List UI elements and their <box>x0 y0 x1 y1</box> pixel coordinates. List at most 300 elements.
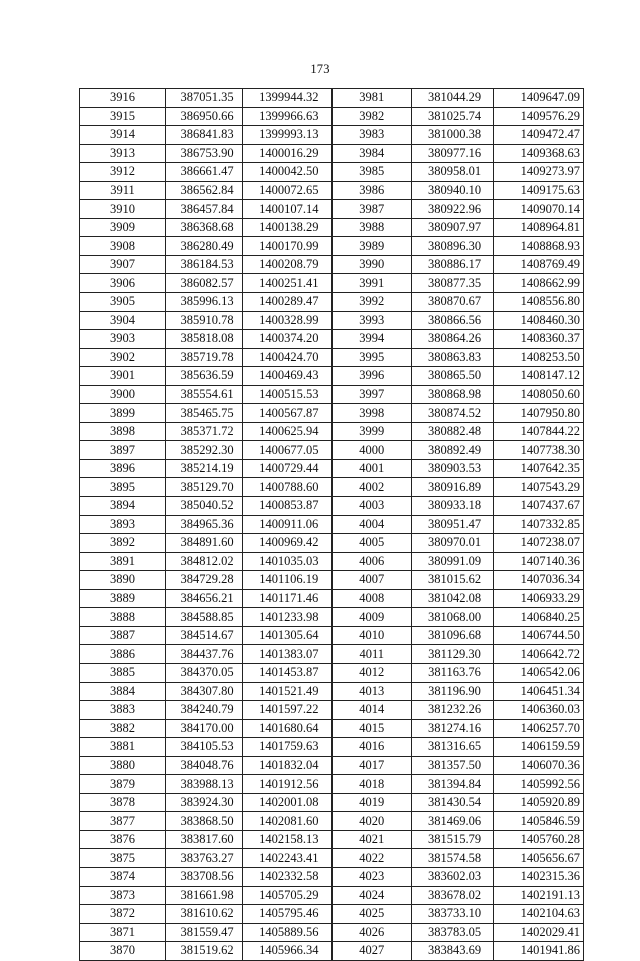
x-coordinate-left: 385818.08 <box>166 330 243 349</box>
point-number-left: 3877 <box>80 812 166 831</box>
point-number-left: 3881 <box>80 738 166 757</box>
table-row <box>80 719 584 738</box>
y-coordinate-right: 1407140.36 <box>494 552 584 571</box>
point-number-right: 3985 <box>332 163 412 182</box>
x-coordinate-right: 381430.54 <box>412 793 494 812</box>
y-coordinate-left: 1401305.64 <box>243 626 332 645</box>
table-row <box>80 738 584 757</box>
point-number-left: 3901 <box>80 367 166 386</box>
y-coordinate-left: 1405889.56 <box>243 923 332 942</box>
point-number-left: 3898 <box>80 422 166 441</box>
y-coordinate-right: 1408556.80 <box>494 293 584 312</box>
x-coordinate-right: 380933.18 <box>412 497 494 516</box>
point-number-left: 3900 <box>80 385 166 404</box>
point-number-right: 4004 <box>332 515 412 534</box>
point-number-right: 4018 <box>332 775 412 794</box>
point-number-left: 3880 <box>80 756 166 775</box>
y-coordinate-left: 1399944.32 <box>243 89 332 108</box>
y-coordinate-left: 1400853.87 <box>243 497 332 516</box>
x-coordinate-left: 384588.85 <box>166 608 243 627</box>
point-number-right: 4000 <box>332 441 412 460</box>
table-row <box>80 701 584 720</box>
point-number-left: 3872 <box>80 905 166 924</box>
point-number-right: 3994 <box>332 330 412 349</box>
point-number-left: 3899 <box>80 404 166 423</box>
x-coordinate-left: 381519.62 <box>166 942 243 961</box>
y-coordinate-left: 1400625.94 <box>243 422 332 441</box>
y-coordinate-left: 1400328.99 <box>243 311 332 330</box>
point-number-left: 3908 <box>80 237 166 256</box>
y-coordinate-right: 1407543.29 <box>494 478 584 497</box>
point-number-left: 3894 <box>80 497 166 516</box>
x-coordinate-right: 381096.68 <box>412 626 494 645</box>
x-coordinate-right: 380958.01 <box>412 163 494 182</box>
point-number-right: 3996 <box>332 367 412 386</box>
y-coordinate-right: 1409368.63 <box>494 144 584 163</box>
point-number-right: 3997 <box>332 385 412 404</box>
point-number-right: 4005 <box>332 534 412 553</box>
point-number-left: 3914 <box>80 126 166 145</box>
x-coordinate-right: 381515.79 <box>412 830 494 849</box>
table-row <box>80 237 584 256</box>
x-coordinate-left: 385996.13 <box>166 293 243 312</box>
x-coordinate-right: 380870.67 <box>412 293 494 312</box>
point-number-left: 3884 <box>80 682 166 701</box>
point-number-right: 4011 <box>332 645 412 664</box>
y-coordinate-right: 1407036.34 <box>494 571 584 590</box>
point-number-left: 3882 <box>80 719 166 738</box>
table-row <box>80 552 584 571</box>
y-coordinate-left: 1400469.43 <box>243 367 332 386</box>
x-coordinate-left: 385554.61 <box>166 385 243 404</box>
y-coordinate-left: 1401453.87 <box>243 663 332 682</box>
y-coordinate-right: 1408662.99 <box>494 274 584 293</box>
y-coordinate-right: 1406840.25 <box>494 608 584 627</box>
y-coordinate-left: 1400107.14 <box>243 200 332 219</box>
y-coordinate-right: 1409273.97 <box>494 163 584 182</box>
x-coordinate-right: 381574.58 <box>412 849 494 868</box>
y-coordinate-right: 1406744.50 <box>494 626 584 645</box>
point-number-left: 3876 <box>80 830 166 849</box>
table-row <box>80 404 584 423</box>
y-coordinate-left: 1400515.53 <box>243 385 332 404</box>
y-coordinate-left: 1402332.58 <box>243 867 332 886</box>
point-number-right: 4013 <box>332 682 412 701</box>
x-coordinate-left: 385636.59 <box>166 367 243 386</box>
x-coordinate-left: 384729.28 <box>166 571 243 590</box>
x-coordinate-left: 381559.47 <box>166 923 243 942</box>
y-coordinate-left: 1401233.98 <box>243 608 332 627</box>
x-coordinate-left: 383988.13 <box>166 775 243 794</box>
x-coordinate-left: 384891.60 <box>166 534 243 553</box>
y-coordinate-left: 1401106.19 <box>243 571 332 590</box>
x-coordinate-left: 384307.80 <box>166 682 243 701</box>
table-row <box>80 663 584 682</box>
x-coordinate-right: 380991.09 <box>412 552 494 571</box>
point-number-left: 3910 <box>80 200 166 219</box>
y-coordinate-left: 1400138.29 <box>243 218 332 237</box>
y-coordinate-right: 1408253.50 <box>494 348 584 367</box>
page-number: 173 <box>310 62 330 76</box>
y-coordinate-right: 1408147.12 <box>494 367 584 386</box>
x-coordinate-left: 386841.83 <box>166 126 243 145</box>
table-row <box>80 478 584 497</box>
y-coordinate-left: 1400289.47 <box>243 293 332 312</box>
y-coordinate-left: 1401912.56 <box>243 775 332 794</box>
x-coordinate-right: 380882.48 <box>412 422 494 441</box>
x-coordinate-right: 380907.97 <box>412 218 494 237</box>
x-coordinate-right: 380863.83 <box>412 348 494 367</box>
table-row <box>80 181 584 200</box>
point-number-right: 3988 <box>332 218 412 237</box>
y-coordinate-right: 1406542.06 <box>494 663 584 682</box>
y-coordinate-right: 1408964.81 <box>494 218 584 237</box>
y-coordinate-left: 1401521.49 <box>243 682 332 701</box>
x-coordinate-right: 381129.30 <box>412 645 494 664</box>
point-number-left: 3870 <box>80 942 166 961</box>
y-coordinate-left: 1405795.46 <box>243 905 332 924</box>
point-number-right: 4017 <box>332 756 412 775</box>
y-coordinate-left: 1405705.29 <box>243 886 332 905</box>
x-coordinate-left: 384170.00 <box>166 719 243 738</box>
point-number-right: 4001 <box>332 459 412 478</box>
x-coordinate-left: 384105.53 <box>166 738 243 757</box>
x-coordinate-left: 386457.84 <box>166 200 243 219</box>
y-coordinate-left: 1400911.06 <box>243 515 332 534</box>
point-number-left: 3903 <box>80 330 166 349</box>
x-coordinate-left: 385040.52 <box>166 497 243 516</box>
y-coordinate-right: 1409472.47 <box>494 126 584 145</box>
x-coordinate-right: 381044.29 <box>412 89 494 108</box>
coordinates-table <box>79 88 584 961</box>
x-coordinate-right: 383733.10 <box>412 905 494 924</box>
table-row <box>80 830 584 849</box>
x-coordinate-right: 380866.56 <box>412 311 494 330</box>
x-coordinate-left: 386950.66 <box>166 107 243 126</box>
point-number-left: 3905 <box>80 293 166 312</box>
point-number-right: 3984 <box>332 144 412 163</box>
point-number-right: 4025 <box>332 905 412 924</box>
point-number-right: 4023 <box>332 867 412 886</box>
table-row <box>80 107 584 126</box>
point-number-right: 4024 <box>332 886 412 905</box>
table-row <box>80 756 584 775</box>
point-number-right: 4003 <box>332 497 412 516</box>
table-row <box>80 645 584 664</box>
point-number-right: 4026 <box>332 923 412 942</box>
table-row <box>80 571 584 590</box>
y-coordinate-right: 1405760.28 <box>494 830 584 849</box>
y-coordinate-left: 1400677.05 <box>243 441 332 460</box>
y-coordinate-right: 1407332.85 <box>494 515 584 534</box>
y-coordinate-left: 1400424.70 <box>243 348 332 367</box>
point-number-right: 4020 <box>332 812 412 831</box>
point-number-right: 4010 <box>332 626 412 645</box>
table-row <box>80 126 584 145</box>
y-coordinate-right: 1407844.22 <box>494 422 584 441</box>
x-coordinate-left: 385292.30 <box>166 441 243 460</box>
y-coordinate-right: 1406159.59 <box>494 738 584 757</box>
point-number-left: 3890 <box>80 571 166 590</box>
y-coordinate-left: 1399993.13 <box>243 126 332 145</box>
point-number-left: 3904 <box>80 311 166 330</box>
point-number-right: 4027 <box>332 942 412 961</box>
point-number-right: 4019 <box>332 793 412 812</box>
y-coordinate-right: 1406360.03 <box>494 701 584 720</box>
y-coordinate-right: 1409070.14 <box>494 200 584 219</box>
x-coordinate-right: 381015.62 <box>412 571 494 590</box>
y-coordinate-left: 1400042.50 <box>243 163 332 182</box>
x-coordinate-right: 381232.26 <box>412 701 494 720</box>
y-coordinate-right: 1406257.70 <box>494 719 584 738</box>
x-coordinate-right: 381025.74 <box>412 107 494 126</box>
y-coordinate-left: 1401597.22 <box>243 701 332 720</box>
y-coordinate-left: 1401759.63 <box>243 738 332 757</box>
y-coordinate-right: 1402191.13 <box>494 886 584 905</box>
point-number-right: 4014 <box>332 701 412 720</box>
x-coordinate-right: 380877.35 <box>412 274 494 293</box>
y-coordinate-right: 1407738.30 <box>494 441 584 460</box>
x-coordinate-right: 380977.16 <box>412 144 494 163</box>
y-coordinate-left: 1400016.29 <box>243 144 332 163</box>
table-row <box>80 144 584 163</box>
point-number-right: 3990 <box>332 255 412 274</box>
y-coordinate-right: 1406642.72 <box>494 645 584 664</box>
y-coordinate-left: 1400251.41 <box>243 274 332 293</box>
point-number-right: 4009 <box>332 608 412 627</box>
y-coordinate-right: 1402315.36 <box>494 867 584 886</box>
point-number-left: 3902 <box>80 348 166 367</box>
y-coordinate-left: 1400567.87 <box>243 404 332 423</box>
point-number-right: 3983 <box>332 126 412 145</box>
y-coordinate-right: 1409175.63 <box>494 181 584 200</box>
point-number-left: 3893 <box>80 515 166 534</box>
x-coordinate-right: 380951.47 <box>412 515 494 534</box>
y-coordinate-left: 1400072.65 <box>243 181 332 200</box>
table-row <box>80 608 584 627</box>
x-coordinate-left: 386562.84 <box>166 181 243 200</box>
x-coordinate-left: 384965.36 <box>166 515 243 534</box>
x-coordinate-left: 386280.49 <box>166 237 243 256</box>
x-coordinate-right: 380970.01 <box>412 534 494 553</box>
point-number-left: 3885 <box>80 663 166 682</box>
point-number-left: 3889 <box>80 589 166 608</box>
table-row <box>80 867 584 886</box>
point-number-left: 3891 <box>80 552 166 571</box>
table-row <box>80 459 584 478</box>
y-coordinate-right: 1405846.59 <box>494 812 584 831</box>
table-row <box>80 293 584 312</box>
x-coordinate-left: 384437.76 <box>166 645 243 664</box>
x-coordinate-right: 380940.10 <box>412 181 494 200</box>
x-coordinate-right: 381357.50 <box>412 756 494 775</box>
table-row <box>80 422 584 441</box>
y-coordinate-right: 1402104.63 <box>494 905 584 924</box>
point-number-left: 3906 <box>80 274 166 293</box>
y-coordinate-right: 1402029.41 <box>494 923 584 942</box>
y-coordinate-left: 1402243.41 <box>243 849 332 868</box>
y-coordinate-right: 1408769.49 <box>494 255 584 274</box>
table-row <box>80 682 584 701</box>
point-number-right: 4022 <box>332 849 412 868</box>
y-coordinate-right: 1407950.80 <box>494 404 584 423</box>
x-coordinate-left: 381661.98 <box>166 886 243 905</box>
point-number-right: 4012 <box>332 663 412 682</box>
point-number-left: 3892 <box>80 534 166 553</box>
y-coordinate-right: 1407437.67 <box>494 497 584 516</box>
point-number-left: 3896 <box>80 459 166 478</box>
table-row <box>80 886 584 905</box>
x-coordinate-left: 381610.62 <box>166 905 243 924</box>
x-coordinate-right: 380868.98 <box>412 385 494 404</box>
x-coordinate-right: 380896.30 <box>412 237 494 256</box>
coordinates-table-body <box>80 89 584 961</box>
point-number-right: 3995 <box>332 348 412 367</box>
point-number-left: 3912 <box>80 163 166 182</box>
point-number-right: 3989 <box>332 237 412 256</box>
x-coordinate-left: 385719.78 <box>166 348 243 367</box>
table-row <box>80 218 584 237</box>
x-coordinate-left: 386368.68 <box>166 218 243 237</box>
x-coordinate-right: 381469.06 <box>412 812 494 831</box>
y-coordinate-right: 1409576.29 <box>494 107 584 126</box>
x-coordinate-left: 383868.50 <box>166 812 243 831</box>
x-coordinate-right: 380903.53 <box>412 459 494 478</box>
point-number-left: 3907 <box>80 255 166 274</box>
point-number-right: 4007 <box>332 571 412 590</box>
table-row <box>80 923 584 942</box>
point-number-right: 3992 <box>332 293 412 312</box>
y-coordinate-left: 1400170.99 <box>243 237 332 256</box>
point-number-left: 3913 <box>80 144 166 163</box>
x-coordinate-left: 383708.56 <box>166 867 243 886</box>
point-number-left: 3874 <box>80 867 166 886</box>
x-coordinate-right: 380865.50 <box>412 367 494 386</box>
table-row <box>80 441 584 460</box>
table-row <box>80 942 584 961</box>
y-coordinate-right: 1405992.56 <box>494 775 584 794</box>
point-number-left: 3909 <box>80 218 166 237</box>
table-row <box>80 534 584 553</box>
y-coordinate-right: 1406070.36 <box>494 756 584 775</box>
table-row <box>80 793 584 812</box>
x-coordinate-left: 383763.27 <box>166 849 243 868</box>
table-row <box>80 163 584 182</box>
x-coordinate-left: 386184.53 <box>166 255 243 274</box>
x-coordinate-right: 380886.17 <box>412 255 494 274</box>
x-coordinate-left: 384812.02 <box>166 552 243 571</box>
x-coordinate-left: 385910.78 <box>166 311 243 330</box>
y-coordinate-left: 1401171.46 <box>243 589 332 608</box>
table-row <box>80 905 584 924</box>
x-coordinate-left: 384514.67 <box>166 626 243 645</box>
point-number-left: 3888 <box>80 608 166 627</box>
point-number-left: 3879 <box>80 775 166 794</box>
point-number-right: 4008 <box>332 589 412 608</box>
x-coordinate-right: 380892.49 <box>412 441 494 460</box>
y-coordinate-right: 1407238.07 <box>494 534 584 553</box>
y-coordinate-left: 1400729.44 <box>243 459 332 478</box>
table-row <box>80 589 584 608</box>
x-coordinate-left: 384240.79 <box>166 701 243 720</box>
table-row <box>80 849 584 868</box>
table-row <box>80 348 584 367</box>
table-row <box>80 626 584 645</box>
table-row <box>80 367 584 386</box>
point-number-left: 3878 <box>80 793 166 812</box>
y-coordinate-right: 1408050.60 <box>494 385 584 404</box>
x-coordinate-right: 380916.89 <box>412 478 494 497</box>
x-coordinate-right: 381316.65 <box>412 738 494 757</box>
point-number-right: 3998 <box>332 404 412 423</box>
x-coordinate-right: 383843.69 <box>412 942 494 961</box>
point-number-right: 3999 <box>332 422 412 441</box>
table-row <box>80 274 584 293</box>
point-number-left: 3871 <box>80 923 166 942</box>
point-number-right: 4006 <box>332 552 412 571</box>
y-coordinate-right: 1405656.67 <box>494 849 584 868</box>
y-coordinate-left: 1402001.08 <box>243 793 332 812</box>
point-number-right: 4021 <box>332 830 412 849</box>
table-row <box>80 255 584 274</box>
x-coordinate-left: 384048.76 <box>166 756 243 775</box>
x-coordinate-left: 384656.21 <box>166 589 243 608</box>
point-number-right: 4015 <box>332 719 412 738</box>
x-coordinate-right: 383783.05 <box>412 923 494 942</box>
point-number-right: 3986 <box>332 181 412 200</box>
x-coordinate-left: 387051.35 <box>166 89 243 108</box>
point-number-left: 3883 <box>80 701 166 720</box>
point-number-left: 3897 <box>80 441 166 460</box>
x-coordinate-right: 383602.03 <box>412 867 494 886</box>
point-number-left: 3887 <box>80 626 166 645</box>
y-coordinate-right: 1407642.35 <box>494 459 584 478</box>
x-coordinate-right: 381163.76 <box>412 663 494 682</box>
x-coordinate-right: 381196.90 <box>412 682 494 701</box>
point-number-left: 3916 <box>80 89 166 108</box>
y-coordinate-left: 1405966.34 <box>243 942 332 961</box>
x-coordinate-left: 384370.05 <box>166 663 243 682</box>
y-coordinate-right: 1408460.30 <box>494 311 584 330</box>
y-coordinate-left: 1401383.07 <box>243 645 332 664</box>
point-number-right: 4016 <box>332 738 412 757</box>
point-number-right: 3982 <box>332 107 412 126</box>
point-number-right: 4002 <box>332 478 412 497</box>
y-coordinate-right: 1408360.37 <box>494 330 584 349</box>
point-number-left: 3875 <box>80 849 166 868</box>
y-coordinate-left: 1399966.63 <box>243 107 332 126</box>
x-coordinate-right: 381274.16 <box>412 719 494 738</box>
x-coordinate-right: 381394.84 <box>412 775 494 794</box>
y-coordinate-left: 1402158.13 <box>243 830 332 849</box>
y-coordinate-left: 1400788.60 <box>243 478 332 497</box>
table-row <box>80 311 584 330</box>
y-coordinate-right: 1401941.86 <box>494 942 584 961</box>
table-row <box>80 775 584 794</box>
x-coordinate-left: 385129.70 <box>166 478 243 497</box>
y-coordinate-left: 1400374.20 <box>243 330 332 349</box>
y-coordinate-right: 1406451.34 <box>494 682 584 701</box>
point-number-left: 3886 <box>80 645 166 664</box>
point-number-left: 3873 <box>80 886 166 905</box>
y-coordinate-left: 1401035.03 <box>243 552 332 571</box>
table-row <box>80 812 584 831</box>
y-coordinate-left: 1402081.60 <box>243 812 332 831</box>
y-coordinate-right: 1409647.09 <box>494 89 584 108</box>
y-coordinate-right: 1406933.29 <box>494 589 584 608</box>
point-number-left: 3911 <box>80 181 166 200</box>
x-coordinate-left: 385214.19 <box>166 459 243 478</box>
